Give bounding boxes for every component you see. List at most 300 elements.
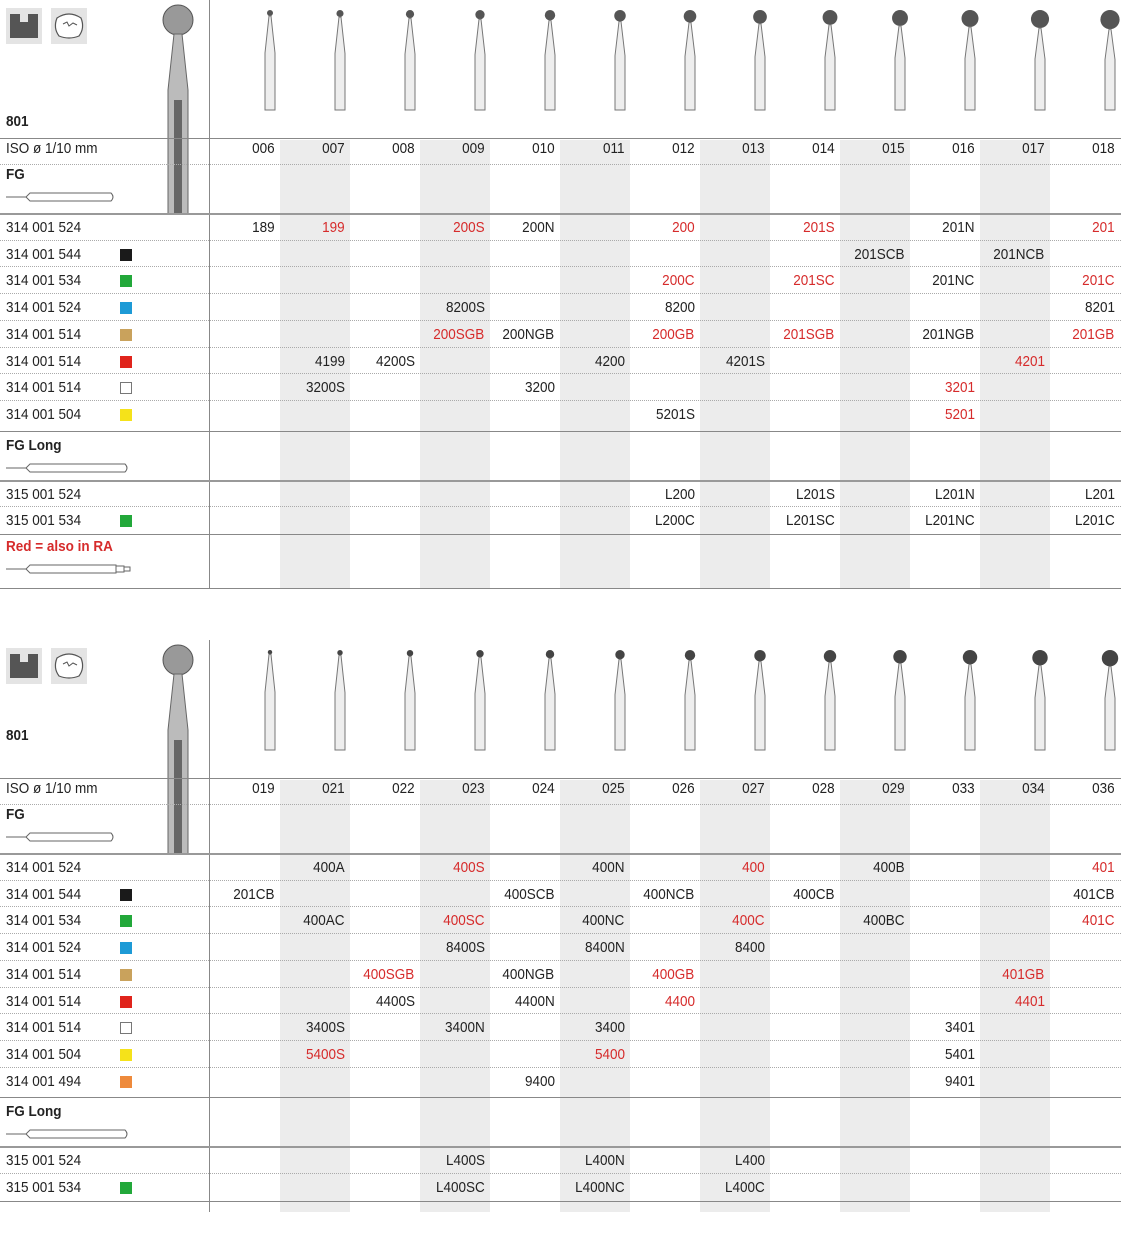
- color-swatch: [120, 382, 132, 394]
- tooth-crown-icon: [6, 648, 42, 684]
- product-code-cell: [630, 512, 700, 529]
- iso-size-value: 011: [603, 140, 625, 157]
- product-code-cell: [560, 912, 630, 929]
- product-code-cell: [1050, 272, 1120, 289]
- tooth-cavity-icon: [51, 8, 87, 44]
- bur-illustration: [330, 640, 350, 757]
- product-code-cell: [280, 379, 350, 396]
- divider-line: [0, 1173, 1121, 1174]
- article-code: 314 001 534: [6, 912, 82, 930]
- product-code: 199: [322, 219, 345, 236]
- product-code-cell: [630, 966, 700, 983]
- product-code-cell: [910, 406, 980, 423]
- bur-illustration: [960, 0, 980, 117]
- iso-size-value: 034: [1022, 780, 1045, 797]
- product-code: 5201S: [655, 405, 695, 423]
- product-code: L400S: [445, 1152, 485, 1170]
- color-swatch: [120, 249, 132, 261]
- article-code: 314 001 524: [6, 859, 82, 876]
- iso-size-cell: [770, 780, 840, 797]
- product-code-cell: [1050, 299, 1120, 316]
- product-code-cell: [700, 1179, 770, 1196]
- divider-line: [0, 933, 1121, 934]
- product-code-cell: [490, 379, 560, 396]
- product-code: 400A: [313, 859, 345, 876]
- iso-size-value: 029: [882, 780, 905, 797]
- fg-long-shank-illustration: [6, 461, 130, 480]
- legend-red: Red = also in RA: [6, 538, 113, 555]
- divider-line: [0, 400, 1121, 401]
- product-code-cell: [910, 1073, 980, 1090]
- divider-line: [0, 880, 1121, 881]
- product-code: 3400N: [444, 1019, 485, 1037]
- divider-line: [0, 1067, 1121, 1068]
- iso-size-value: 018: [1092, 140, 1115, 157]
- product-code: 400NCB: [643, 885, 695, 903]
- product-code: L201C: [1074, 512, 1115, 530]
- iso-size-cell: [910, 140, 980, 157]
- product-code-cell: [420, 912, 490, 929]
- iso-size-cell: [840, 140, 910, 157]
- bur-illustration: [400, 640, 420, 757]
- product-code-cell: [420, 1179, 490, 1196]
- product-code-cell: [280, 353, 350, 370]
- fg-shank-illustration: [6, 830, 116, 849]
- divider-line: [0, 506, 1121, 507]
- product-code: 400C: [732, 912, 765, 930]
- product-code-cell: [560, 1019, 630, 1036]
- product-code: 401GB: [1002, 965, 1045, 983]
- product-code-cell: [490, 326, 560, 343]
- bur-illustration: [960, 640, 980, 757]
- bur-illustration: [400, 0, 420, 117]
- iso-size-cell: [980, 140, 1050, 157]
- product-code: 3201: [944, 379, 975, 397]
- product-code-cell: [630, 486, 700, 503]
- iso-size-cell: [350, 140, 420, 157]
- product-code-cell: [910, 512, 980, 529]
- product-code-cell: [910, 379, 980, 396]
- fg-long-label: FG Long: [6, 1103, 62, 1121]
- product-code: L201: [1084, 485, 1115, 503]
- iso-size-value: 036: [1092, 780, 1115, 797]
- product-code-cell: [630, 993, 700, 1010]
- bur-illustration: [260, 0, 280, 117]
- divider-line: [0, 1040, 1121, 1041]
- iso-size-cell: [420, 780, 490, 797]
- color-swatch: [120, 889, 132, 901]
- iso-size-cell: [980, 780, 1050, 797]
- product-code-cell: [350, 993, 420, 1010]
- iso-size-cell: [210, 140, 280, 157]
- column-shade: [840, 140, 910, 589]
- product-code-cell: [420, 299, 490, 316]
- color-swatch: [120, 409, 132, 421]
- iso-size-value: 007: [322, 140, 345, 157]
- iso-size-value: 023: [462, 780, 485, 797]
- product-code: 200S: [453, 219, 485, 236]
- product-code: 8400S: [445, 939, 485, 957]
- iso-size-cell: [840, 780, 910, 797]
- product-code-cell: [1050, 859, 1120, 876]
- product-code: 8201: [1084, 299, 1115, 317]
- fg-shank-illustration: [6, 190, 116, 209]
- bur-illustration: [610, 0, 630, 117]
- product-code-cell: [280, 912, 350, 929]
- product-code-cell: [1050, 512, 1120, 529]
- product-code-cell: [910, 1019, 980, 1036]
- product-code: L201N: [934, 485, 975, 503]
- product-code-cell: [560, 859, 630, 876]
- product-code: 9400: [524, 1072, 555, 1090]
- product-code-cell: [280, 1046, 350, 1063]
- product-code: 400SCB: [504, 885, 555, 903]
- article-code: 314 001 534: [6, 272, 82, 290]
- product-code-cell: [770, 886, 840, 903]
- product-code: 400B: [873, 859, 905, 876]
- iso-size-cell: [560, 780, 630, 797]
- iso-size-cell: [490, 780, 560, 797]
- iso-size-value: 024: [532, 780, 555, 797]
- iso-size-value: 015: [882, 140, 905, 157]
- product-code: 400GB: [652, 965, 695, 983]
- divider-line: [0, 266, 1121, 267]
- iso-size-cell: [910, 780, 980, 797]
- iso-size-value: 016: [952, 140, 975, 157]
- color-swatch: [120, 942, 132, 954]
- product-code-cell: [1050, 486, 1120, 503]
- product-code-cell: [420, 326, 490, 343]
- product-code-cell: [560, 1046, 630, 1063]
- article-code: 315 001 534: [6, 512, 82, 530]
- product-code-cell: [910, 1046, 980, 1063]
- table-block-2: [0, 640, 1121, 1240]
- product-code-cell: [840, 912, 910, 929]
- divider-line: [0, 431, 1121, 432]
- product-code: 3200: [524, 379, 555, 397]
- product-code-cell: [490, 1073, 560, 1090]
- product-code: 8200S: [445, 299, 485, 317]
- tooth-crown-icon: [6, 8, 42, 44]
- article-code: 314 001 514: [6, 379, 82, 397]
- divider-vertical: [209, 640, 210, 1212]
- product-code: 189: [252, 219, 275, 236]
- product-code-cell: [350, 353, 420, 370]
- iso-size-value: 014: [812, 140, 835, 157]
- product-code-cell: [770, 272, 840, 289]
- iso-size-value: 028: [812, 780, 835, 797]
- article-code: 314 001 544: [6, 885, 82, 903]
- divider-line: [0, 320, 1121, 321]
- divider-line: [0, 804, 1121, 805]
- divider-line: [0, 373, 1121, 374]
- iso-size-value: 009: [462, 140, 485, 157]
- product-code-cell: [1050, 219, 1120, 236]
- product-code: 201N: [942, 219, 975, 236]
- article-code: 314 001 514: [6, 1019, 82, 1037]
- product-code: L400SC: [435, 1179, 485, 1196]
- product-code-cell: [280, 219, 350, 236]
- product-code-cell: [840, 859, 910, 876]
- product-code: 400CB: [793, 885, 835, 903]
- iso-size-value: 010: [532, 140, 555, 157]
- product-code: 200N: [522, 219, 555, 236]
- product-code: 400NGB: [502, 965, 555, 983]
- iso-size-cell: [560, 140, 630, 157]
- product-code-cell: [1050, 326, 1120, 343]
- product-code-cell: [700, 939, 770, 956]
- product-code: 400NC: [582, 912, 625, 930]
- model-number: 801: [6, 113, 29, 130]
- divider-line: [0, 164, 1121, 165]
- product-code-cell: [1050, 912, 1120, 929]
- product-code-cell: [420, 219, 490, 236]
- product-code: 4200S: [375, 352, 415, 370]
- tooth-cavity-icon: [51, 648, 87, 684]
- iso-size-cell: [280, 140, 350, 157]
- product-code: 201C: [1082, 272, 1115, 290]
- product-code: 8400: [734, 939, 765, 957]
- product-code: 401C: [1082, 912, 1115, 930]
- product-code-cell: [910, 272, 980, 289]
- product-code-cell: [770, 486, 840, 503]
- product-code: 8200: [664, 299, 695, 317]
- product-code: 3200S: [305, 379, 345, 397]
- product-code: L400C: [724, 1179, 765, 1196]
- iso-size-cell: [1050, 140, 1120, 157]
- product-code-cell: [280, 859, 350, 876]
- iso-size-cell: [420, 140, 490, 157]
- fg-long-shank-illustration: [6, 1127, 130, 1146]
- iso-size-value: 026: [672, 780, 695, 797]
- divider-vertical: [209, 0, 210, 589]
- product-code-cell: [630, 326, 700, 343]
- product-code-cell: [560, 1179, 630, 1196]
- fg-label: FG: [6, 806, 25, 823]
- product-code-cell: [910, 219, 980, 236]
- product-code: 401CB: [1073, 885, 1115, 903]
- large-bur-illustration: [158, 0, 198, 220]
- bur-illustration: [1030, 0, 1050, 117]
- color-swatch: [120, 356, 132, 368]
- bur-illustration: [540, 0, 560, 117]
- product-code: 400S: [453, 859, 485, 876]
- product-code: 3400S: [305, 1019, 345, 1037]
- product-code: 200SGB: [433, 325, 485, 343]
- product-code-cell: [560, 1152, 630, 1169]
- article-code: 315 001 534: [6, 1179, 82, 1196]
- article-code: 314 001 544: [6, 245, 82, 263]
- bur-illustration: [1100, 640, 1120, 757]
- product-code-cell: [560, 353, 630, 370]
- bur-illustration: [470, 0, 490, 117]
- product-code-cell: [490, 219, 560, 236]
- product-code: 5400S: [305, 1045, 345, 1063]
- divider-line: [0, 293, 1121, 294]
- ra-shank-illustration: [6, 561, 134, 582]
- bur-illustration: [820, 0, 840, 117]
- iso-size-cell: [630, 780, 700, 797]
- divider-line: [0, 1201, 1121, 1202]
- product-code-cell: [420, 939, 490, 956]
- color-swatch: [120, 515, 132, 527]
- bur-illustration: [470, 640, 490, 757]
- iso-size-value: 019: [252, 780, 275, 797]
- product-code: L201S: [795, 485, 835, 503]
- product-code-cell: [420, 1019, 490, 1036]
- product-code-cell: [490, 886, 560, 903]
- bur-illustration: [330, 0, 350, 117]
- bur-illustration: [890, 0, 910, 117]
- product-code-cell: [700, 353, 770, 370]
- product-code: 3401: [944, 1019, 975, 1037]
- color-swatch: [120, 969, 132, 981]
- divider-line: [0, 480, 1121, 482]
- product-code-cell: [840, 246, 910, 263]
- divider-line: [0, 1013, 1121, 1014]
- product-code: 201GB: [1072, 325, 1115, 343]
- color-swatch: [120, 1076, 132, 1088]
- article-code: 314 001 514: [6, 352, 82, 370]
- product-code: 200C: [662, 272, 695, 290]
- divider-line: [0, 138, 1121, 139]
- product-code: 400SC: [443, 912, 485, 930]
- article-code: 314 001 494: [6, 1072, 82, 1090]
- product-code-cell: [420, 1152, 490, 1169]
- product-code-cell: [560, 939, 630, 956]
- product-code: L200: [664, 485, 695, 503]
- product-code: L400: [734, 1152, 765, 1170]
- product-code: 400N: [592, 859, 625, 876]
- product-code: 201S: [803, 219, 835, 236]
- article-code: 315 001 524: [6, 1152, 82, 1170]
- iso-size-value: 033: [952, 780, 975, 797]
- product-code-cell: [980, 966, 1050, 983]
- product-code: L201NC: [925, 512, 975, 530]
- iso-size-cell: [700, 140, 770, 157]
- color-swatch: [120, 302, 132, 314]
- divider-line: [0, 1146, 1121, 1148]
- product-code-cell: [770, 326, 840, 343]
- product-code: 5201: [944, 405, 975, 423]
- iso-size-value: 013: [742, 140, 765, 157]
- divider-line: [0, 960, 1121, 961]
- product-code: 4200: [594, 352, 625, 370]
- divider-line: [0, 347, 1121, 348]
- iso-size-cell: [700, 780, 770, 797]
- iso-size-cell: [630, 140, 700, 157]
- product-code-cell: [210, 886, 280, 903]
- iso-size-cell: [1050, 780, 1120, 797]
- product-code-cell: [700, 1152, 770, 1169]
- product-code-cell: [490, 993, 560, 1010]
- color-swatch: [120, 1022, 132, 1034]
- iso-size-value: 006: [252, 140, 275, 157]
- product-code-cell: [210, 219, 280, 236]
- product-code-cell: [1050, 886, 1120, 903]
- color-swatch: [120, 275, 132, 287]
- product-code-cell: [910, 326, 980, 343]
- product-code: 201: [1092, 219, 1115, 236]
- product-code: 4199: [314, 352, 345, 370]
- divider-line: [0, 853, 1121, 855]
- divider-line: [0, 588, 1121, 589]
- product-code-cell: [980, 353, 1050, 370]
- table-block-1: [0, 0, 1121, 580]
- article-code: 314 001 514: [6, 325, 82, 343]
- bur-illustration: [1030, 640, 1050, 757]
- article-code: 314 001 524: [6, 939, 82, 957]
- bur-illustration: [540, 640, 560, 757]
- product-code: 201NC: [932, 272, 975, 290]
- divider-line: [0, 1097, 1121, 1098]
- product-code: 8400N: [584, 939, 625, 957]
- product-code: 201SGB: [783, 325, 835, 343]
- iso-size-cell: [770, 140, 840, 157]
- bur-illustration: [610, 640, 630, 757]
- iso-size-value: 012: [672, 140, 695, 157]
- iso-size-value: 017: [1022, 140, 1045, 157]
- product-code: L201SC: [785, 512, 835, 530]
- color-swatch: [120, 329, 132, 341]
- product-code: 4400: [664, 992, 695, 1010]
- product-code-cell: [910, 486, 980, 503]
- iso-size-value: 025: [602, 780, 625, 797]
- article-code: 314 001 504: [6, 1045, 82, 1063]
- product-code: 400BC: [863, 912, 905, 930]
- product-code: 200GB: [652, 325, 695, 343]
- product-code: 401: [1092, 859, 1115, 876]
- product-code-cell: [490, 966, 560, 983]
- product-code-cell: [420, 859, 490, 876]
- product-code: 4400S: [375, 992, 415, 1010]
- fg-long-label: FG Long: [6, 436, 62, 454]
- bur-illustration: [260, 640, 280, 757]
- large-bur-illustration: [158, 640, 198, 860]
- product-code-cell: [630, 272, 700, 289]
- fg-label: FG: [6, 166, 25, 183]
- product-code: 200NGB: [502, 325, 555, 343]
- product-code: 201SCB: [854, 245, 905, 263]
- model-number: 801: [6, 727, 29, 744]
- iso-size-value: 008: [392, 140, 415, 157]
- product-code: 3400: [594, 1019, 625, 1037]
- product-code-cell: [630, 219, 700, 236]
- iso-size-cell: [210, 780, 280, 797]
- product-code-cell: [700, 859, 770, 876]
- product-code: 4201: [1014, 352, 1045, 370]
- product-code-cell: [350, 966, 420, 983]
- product-code: L400NC: [575, 1179, 625, 1196]
- iso-size-value: 021: [322, 780, 345, 797]
- product-code: 400: [742, 859, 765, 876]
- product-code: 4201S: [725, 352, 765, 370]
- divider-line: [0, 778, 1121, 779]
- color-swatch: [120, 915, 132, 927]
- iso-label: ISO ø 1/10 mm: [6, 780, 98, 797]
- product-code-cell: [980, 246, 1050, 263]
- product-code: L200C: [654, 512, 695, 530]
- divider-line: [0, 534, 1121, 535]
- product-code: 5401: [944, 1045, 975, 1063]
- divider-line: [0, 906, 1121, 907]
- divider-line: [0, 987, 1121, 988]
- product-code-cell: [630, 406, 700, 423]
- color-swatch: [120, 1049, 132, 1061]
- product-code: 201NGB: [922, 325, 975, 343]
- product-code: 200: [672, 219, 695, 236]
- column-shade: [420, 140, 490, 589]
